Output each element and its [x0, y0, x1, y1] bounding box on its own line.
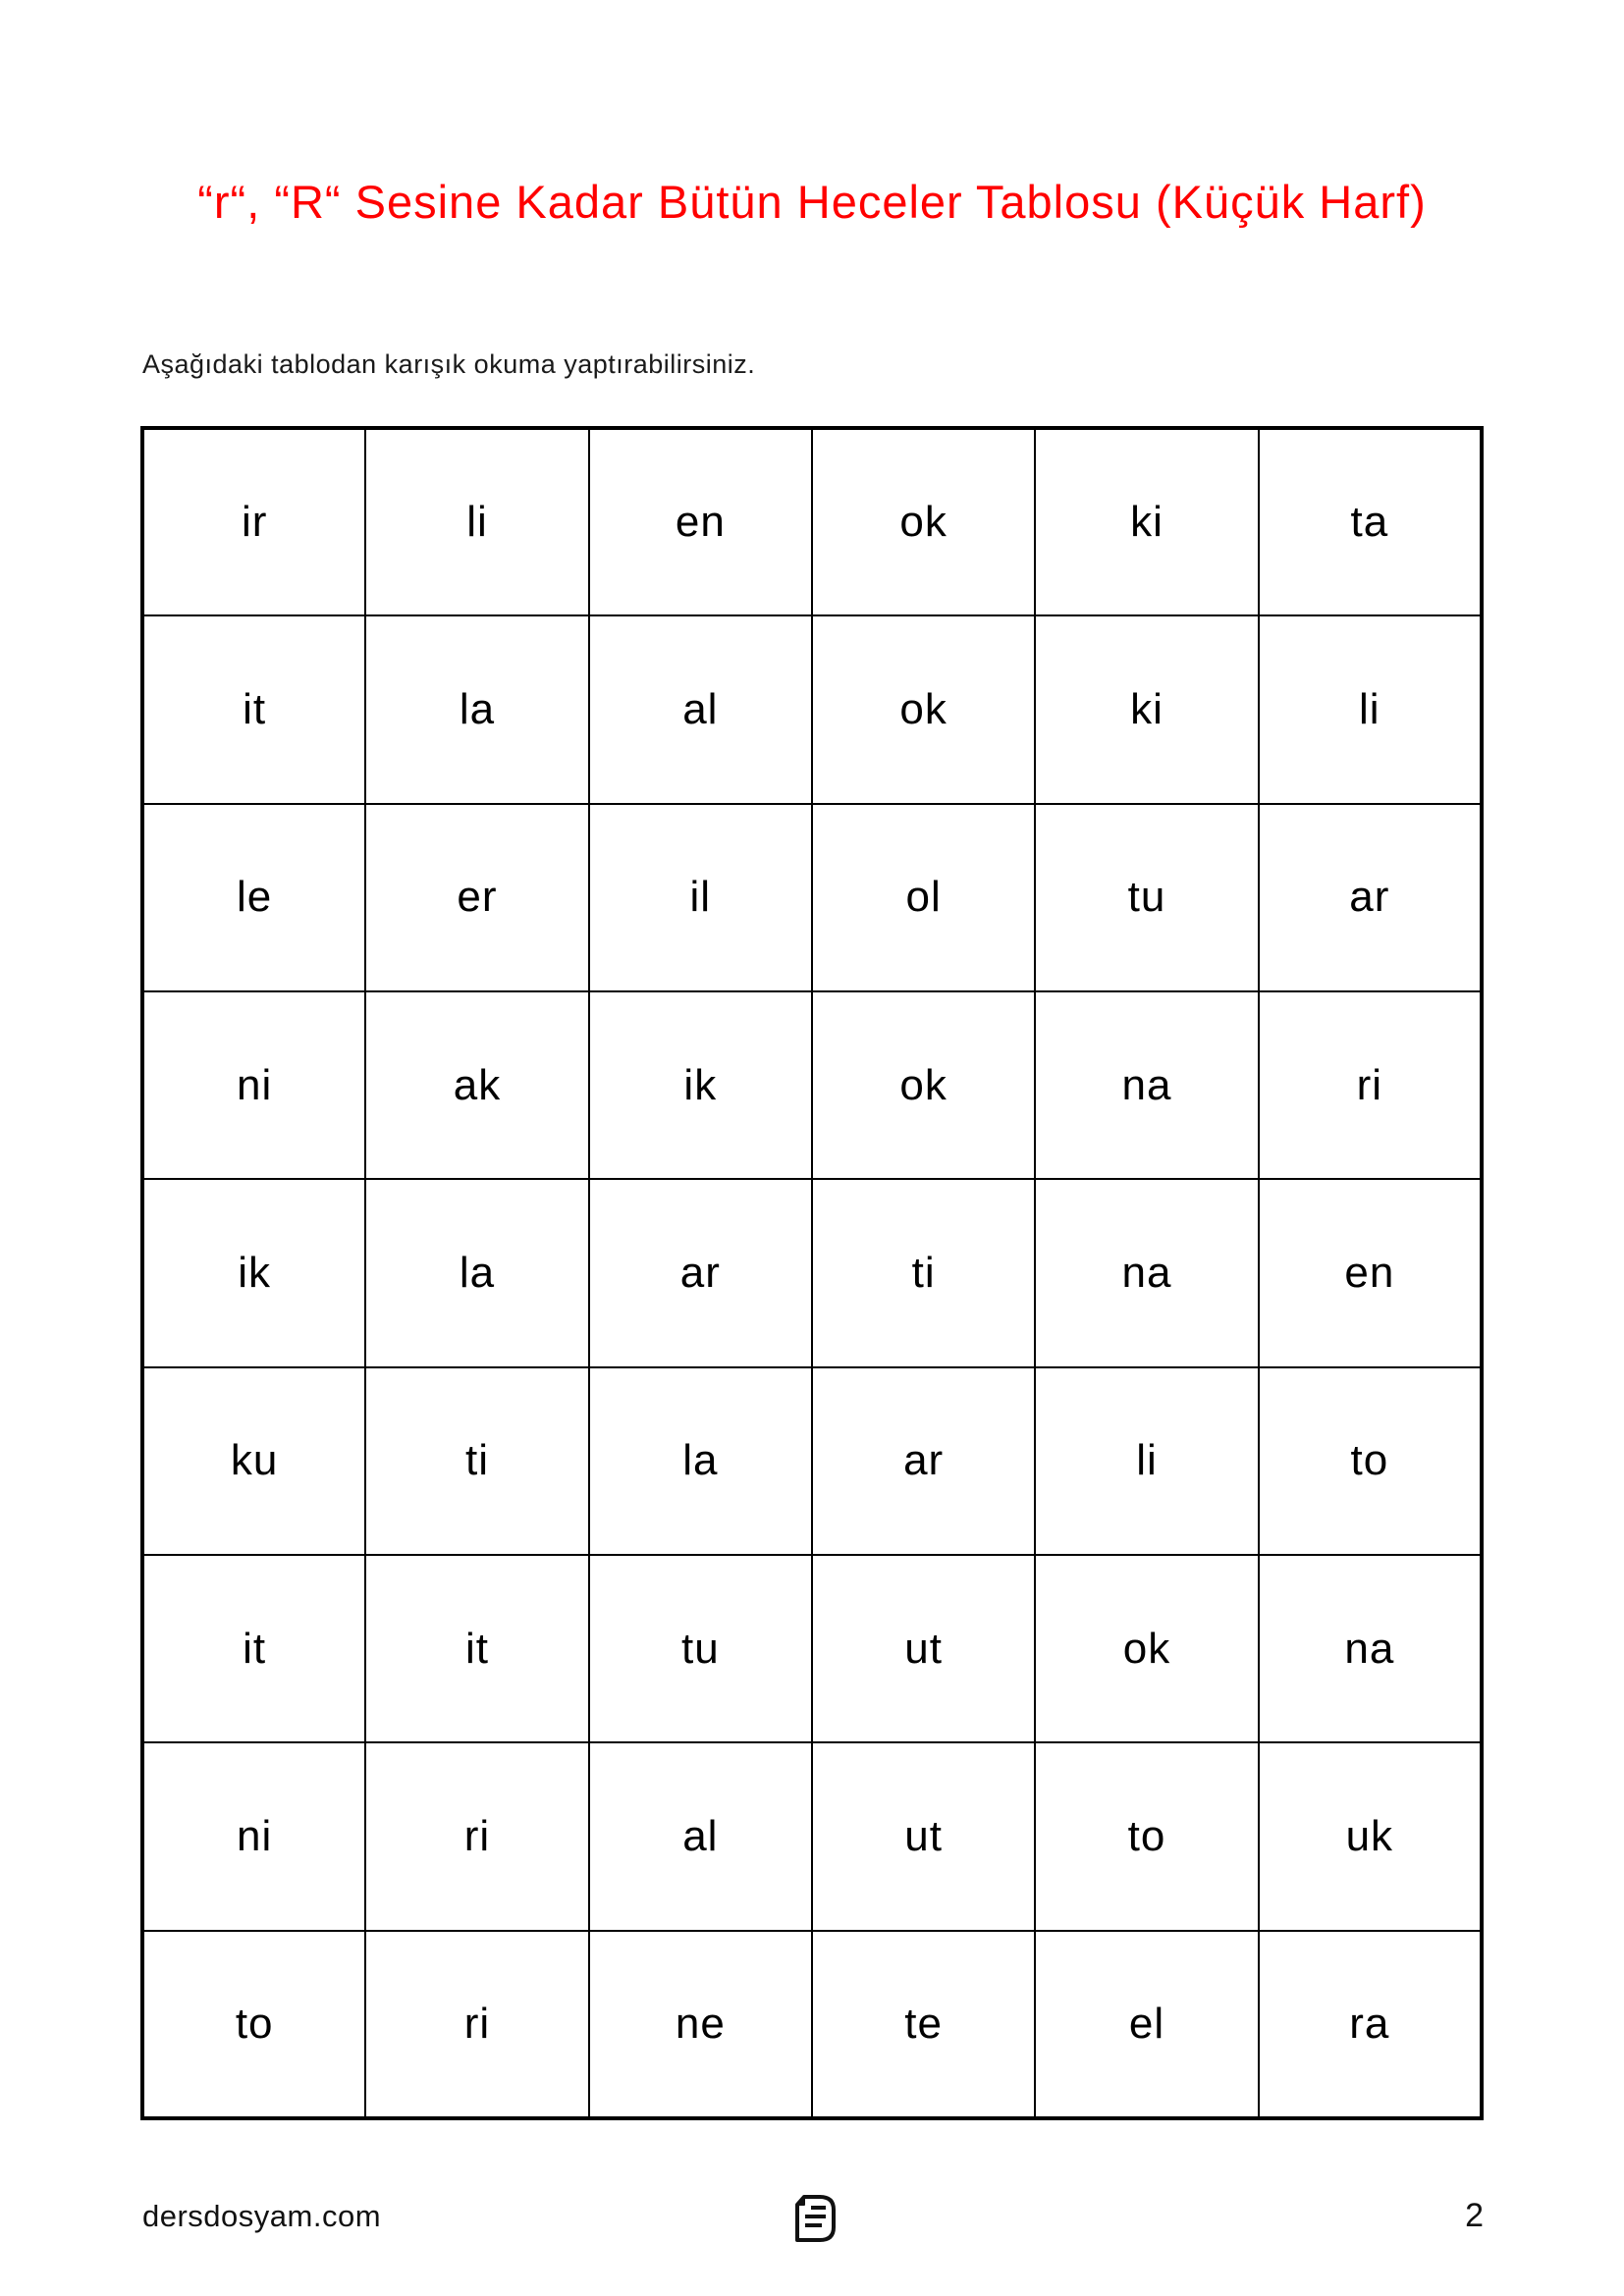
syllable-cell: ar [589, 1179, 812, 1366]
syllable-cell: ku [142, 1367, 365, 1555]
syllable-cell: ne [589, 1931, 812, 2118]
page-footer [0, 2193, 1624, 2262]
syllable-table-body [142, 428, 1482, 2118]
syllable-cell: en [1259, 1179, 1482, 1366]
syllable-cell: to [142, 1931, 365, 2118]
syllable-cell: ri [365, 1931, 588, 2118]
syllable-cell: it [365, 1555, 588, 1742]
syllable-cell: na [1035, 991, 1258, 1179]
syllable-cell: tu [1035, 804, 1258, 991]
syllable-cell: ki [1035, 615, 1258, 803]
syllable-cell: ar [1259, 804, 1482, 991]
syllable-cell: uk [1259, 1742, 1482, 1930]
syllable-cell: ok [812, 428, 1035, 615]
syllable-cell: na [1035, 1179, 1258, 1366]
syllable-cell: er [365, 804, 588, 991]
syllable-cell: to [1259, 1367, 1482, 1555]
table-row [142, 1555, 1482, 1742]
instruction-text: Aşağıdaki tablodan karışık okuma yaptırabilirsiniz. [142, 349, 756, 379]
syllable-cell: li [1259, 615, 1482, 803]
page-title: “r“, “R“ Sesine Kadar Bütün Heceler Tablosu (Küçük Harf) [197, 176, 1427, 228]
table-row [142, 1742, 1482, 1930]
syllable-cell: ra [1259, 1931, 1482, 2118]
table-row [142, 1931, 1482, 2118]
syllable-cell: le [142, 804, 365, 991]
syllable-table [140, 426, 1484, 2120]
syllable-cell: ni [142, 991, 365, 1179]
syllable-cell: ik [142, 1179, 365, 1366]
syllable-cell: al [589, 1742, 812, 1930]
syllable-cell: ut [812, 1742, 1035, 1930]
syllable-cell: ol [812, 804, 1035, 991]
table-row [142, 615, 1482, 803]
syllable-cell: ak [365, 991, 588, 1179]
page-number: 2 [1465, 2197, 1484, 2234]
table-row [142, 428, 1482, 615]
syllable-cell: ik [589, 991, 812, 1179]
syllable-cell: ki [1035, 428, 1258, 615]
syllable-cell: ut [812, 1555, 1035, 1742]
syllable-cell: ta [1259, 428, 1482, 615]
syllable-cell: ok [812, 991, 1035, 1179]
syllable-cell: la [589, 1367, 812, 1555]
document-icon [788, 2193, 836, 2251]
syllable-cell: ni [142, 1742, 365, 1930]
syllable-cell: ir [142, 428, 365, 615]
syllable-cell: it [142, 615, 365, 803]
table-row [142, 1367, 1482, 1555]
syllable-cell: al [589, 615, 812, 803]
syllable-cell: la [365, 1179, 588, 1366]
syllable-cell: ok [812, 615, 1035, 803]
syllable-cell: ti [365, 1367, 588, 1555]
table-row [142, 804, 1482, 991]
syllable-cell: ri [365, 1742, 588, 1930]
website-text: dersdosyam.com [142, 2199, 382, 2233]
syllable-cell: il [589, 804, 812, 991]
syllable-cell: el [1035, 1931, 1258, 2118]
syllable-cell: tu [589, 1555, 812, 1742]
syllable-cell: it [142, 1555, 365, 1742]
table-row [142, 991, 1482, 1179]
syllable-cell: li [365, 428, 588, 615]
syllable-cell: te [812, 1931, 1035, 2118]
syllable-cell: ti [812, 1179, 1035, 1366]
syllable-cell: to [1035, 1742, 1258, 1930]
syllable-cell: la [365, 615, 588, 803]
syllable-cell: ok [1035, 1555, 1258, 1742]
table-row [142, 1179, 1482, 1366]
syllable-cell: ar [812, 1367, 1035, 1555]
syllable-cell: na [1259, 1555, 1482, 1742]
syllable-cell: en [589, 428, 812, 615]
syllable-cell: ri [1259, 991, 1482, 1179]
syllable-cell: li [1035, 1367, 1258, 1555]
